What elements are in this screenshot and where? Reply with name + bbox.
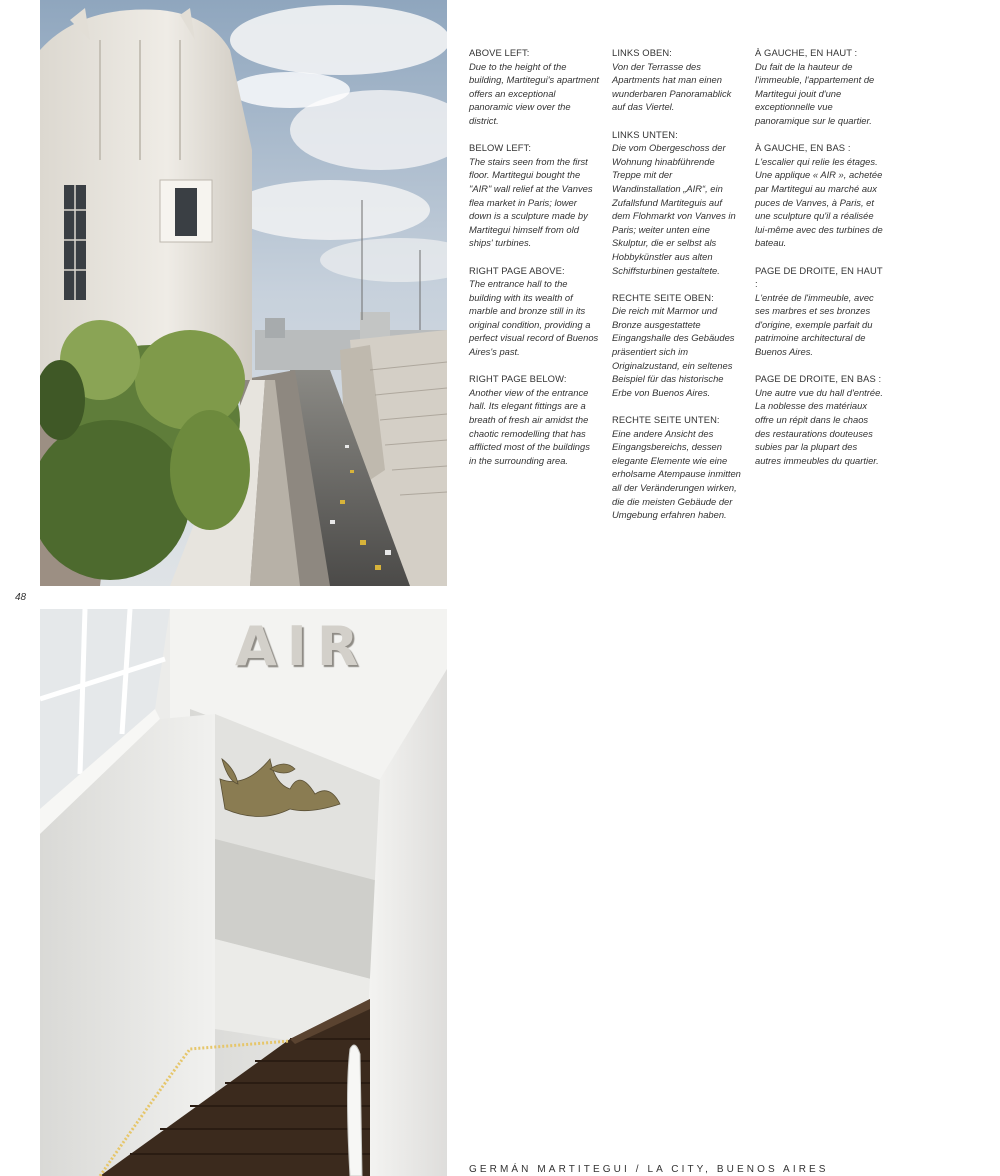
caption-body: Due to the height of the building, Martitegui's apartment offers an exceptional panoramic view over the district. <box>469 60 599 126</box>
caption-body: The entrance hall to the building with its wealth of marble and bronze still in its original condition, providing a perfect visual record of Buenos Aires's past. <box>469 278 599 358</box>
caption-heading: LINKS OBEN: <box>612 47 672 58</box>
caption-block <box>755 141 885 250</box>
photo-staircase-air-relief <box>40 609 447 1176</box>
caption-body: L'entrée de l'immeuble, avec ses marbres et ses bronzes d'origine, exemple parfait du patrimoine architectural de Buenos Aires. <box>755 291 874 358</box>
caption-body: Eine andere Ansicht des Eingangsbereichs, dessen elegante Elemente wie eine erholsame Atempause inmitten all der Veränderungen wirken, die die meisten Gebäude der Umgebung erfahren haben. <box>612 427 741 521</box>
caption-heading: ABOVE LEFT: <box>469 47 530 58</box>
caption-block <box>469 46 599 128</box>
caption-heading: À GAUCHE, EN BAS : <box>755 142 851 154</box>
caption-heading: RECHTE SEITE UNTEN: <box>612 414 720 426</box>
caption-body: Another view of the entrance hall. Its elegant fittings are a breath of fresh air amidst the chaotic remodelling that has afflicted most of the buildings in the surrounding area. <box>469 386 590 466</box>
caption-block <box>755 46 885 128</box>
caption-heading: PAGE DE DROITE, EN BAS : <box>755 373 882 385</box>
caption-block <box>469 372 599 467</box>
caption-block <box>612 128 742 278</box>
caption-body: Die vom Obergeschoss der Wohnung hinabführende Treppe mit der Wandinstallation „AIR“, ein Zufallsfund Martiteguis auf dem Flohmarkt von Vanves in Paris; weiter unten eine Skulptur, die er selbst als Hobbykünstler aus alten Schiffsturbinen gestaltete. <box>612 142 736 276</box>
caption-heading: PAGE DE DROITE, EN HAUT : <box>755 264 883 290</box>
photo-rooftop-panorama <box>40 0 447 586</box>
caption-body: Die reich mit Marmor und Bronze ausgestattete Eingangshalle des Gebäudes präsentiert sich im Originalzustand, ein seltenes Beispiel für das historische Erbe von Buenos Aires. <box>612 305 735 398</box>
caption-heading: À GAUCHE, EN HAUT : <box>755 47 858 58</box>
wall-relief-text: AIR <box>235 615 369 678</box>
rooftop-panorama-illustration <box>40 0 447 586</box>
caption-body: The stairs seen from the first floor. Martitegui bought the "AIR" wall relief at the Vanves flea market in Paris; lower down is a sculpture made by Martitegui himself from old ships' turbines. <box>469 155 593 249</box>
caption-body: L'escalier qui relie les étages. Une applique « AIR », achetée par Martitegui au marché aux puces de Vanves, à Paris, et une sculpture qu'il a réalisée lui-même avec des turbines de bateau. <box>755 155 883 249</box>
caption-column-english <box>469 46 599 481</box>
caption-block <box>755 372 885 467</box>
caption-heading: RIGHT PAGE ABOVE: <box>469 264 565 276</box>
staircase-illustration <box>40 609 447 1176</box>
caption-body: Une autre vue du hall d'entrée. La noblesse des matériaux offre un répit dans le chaos des restaurations douteuses subies par la plupart des autres immeubles du quartier. <box>755 386 883 466</box>
caption-column-french <box>755 46 885 481</box>
caption-heading: RIGHT PAGE BELOW: <box>469 373 567 385</box>
caption-heading: BELOW LEFT: <box>469 142 532 154</box>
caption-column-german <box>612 46 742 535</box>
caption-block <box>469 264 599 359</box>
caption-block <box>755 264 885 359</box>
running-footer: GERMÁN MARTITEGUI / LA CITY, BUENOS AIRES <box>469 1164 829 1175</box>
caption-block <box>612 413 742 522</box>
caption-block <box>469 141 599 250</box>
caption-heading: RECHTE SEITE OBEN: <box>612 291 714 303</box>
page-number: 48 <box>15 592 27 603</box>
caption-body: Du fait de la hauteur de l'immeuble, l'appartement de Martitegui jouit d'une exceptionnelle vue panoramique sur le quartier. <box>755 60 875 126</box>
caption-body: Von der Terrasse des Apartments hat man einen wunderbaren Panoramablick auf das Viertel. <box>612 60 732 113</box>
caption-heading: LINKS UNTEN: <box>612 128 678 140</box>
caption-block <box>612 291 742 400</box>
caption-block <box>612 46 742 114</box>
